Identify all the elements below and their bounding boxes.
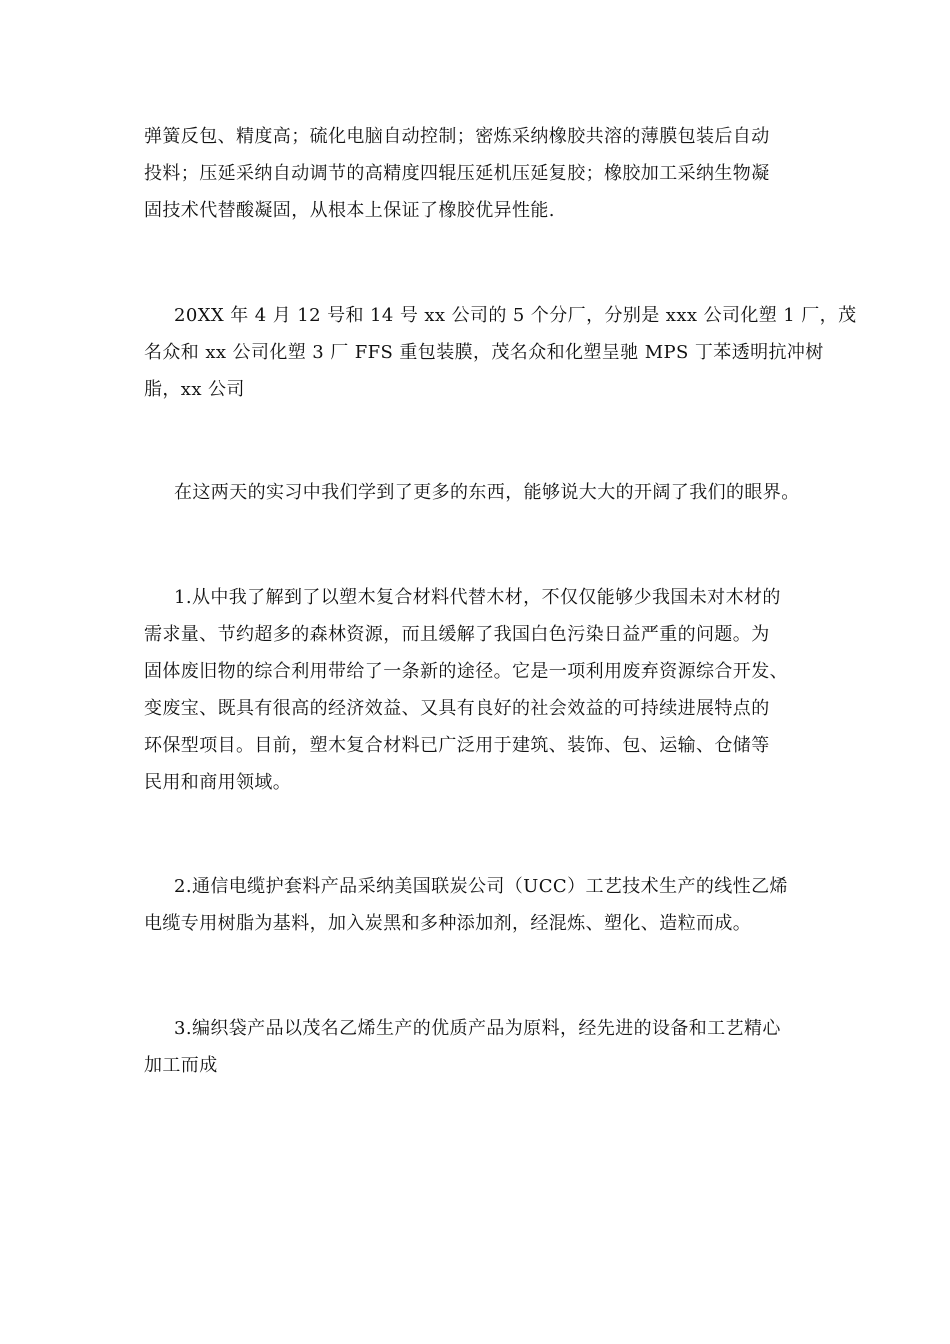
text-line: 固技术代替酸凝固，从根本上保证了橡胶优异性能. (144, 200, 555, 221)
text-line: 电缆专用树脂为基料，加入炭黑和多种添加剂，经混炼、塑化、造粒而成。 (144, 913, 752, 934)
text-line: 投料；压延采纳自动调节的高精度四辊压延机压延复胶；橡胶加工采纳生物凝 (144, 163, 770, 184)
paragraph-summary (144, 474, 814, 511)
paragraph-item-1 (144, 579, 814, 801)
text-line: 1.从中我了解到了以塑木复合材料代替木材，不仅仅能够少我国未对木材的 (174, 587, 781, 608)
text-line: 变废宝、既具有很高的经济效益、又具有良好的社会效益的可持续进展特点的 (144, 698, 770, 719)
paragraph-item-3 (144, 1010, 814, 1084)
text-line: 名众和 xx 公司化塑 3 厂 FFS 重包装膜，茂名众和化塑呈驰 MPS 丁苯透明抗冲树 (144, 342, 824, 363)
paragraph-rubber-process (144, 118, 814, 229)
text-line: 加工而成 (144, 1055, 218, 1076)
text-line: 在这两天的实习中我们学到了更多的东西，能够说大大的开阔了我们的眼界。 (174, 482, 800, 503)
text-line: 20XX 年 4 月 12 号和 14 号 xx 公司的 5 个分厂，分别是 xxx 公司化塑 1 厂，茂 (174, 305, 857, 326)
text-line: 民用和商用领域。 (144, 772, 292, 793)
text-line: 弹簧反包、精度高；硫化电脑自动控制；密炼采纳橡胶共溶的薄膜包装后自动 (144, 126, 770, 147)
paragraph-item-2 (144, 868, 814, 942)
text-line: 固体废旧物的综合利用带给了一条新的途径。它是一项利用废弃资源综合开发、 (144, 661, 788, 682)
text-line: 环保型项目。目前，塑木复合材料已广泛用于建筑、装饰、包、运输、仓储等 (144, 735, 770, 756)
text-line: 2.通信电缆护套料产品采纳美国联炭公司（UCC）工艺技术生产的线性乙烯 (174, 876, 788, 897)
paragraph-visit-date (144, 297, 857, 408)
text-line: 需求量、节约超多的森林资源，而且缓解了我国白色污染日益严重的问题。为 (144, 624, 770, 645)
text-line: 脂，xx 公司 (144, 379, 245, 400)
text-line: 3.编织袋产品以茂名乙烯生产的优质产品为原料，经先进的设备和工艺精心 (174, 1018, 781, 1039)
